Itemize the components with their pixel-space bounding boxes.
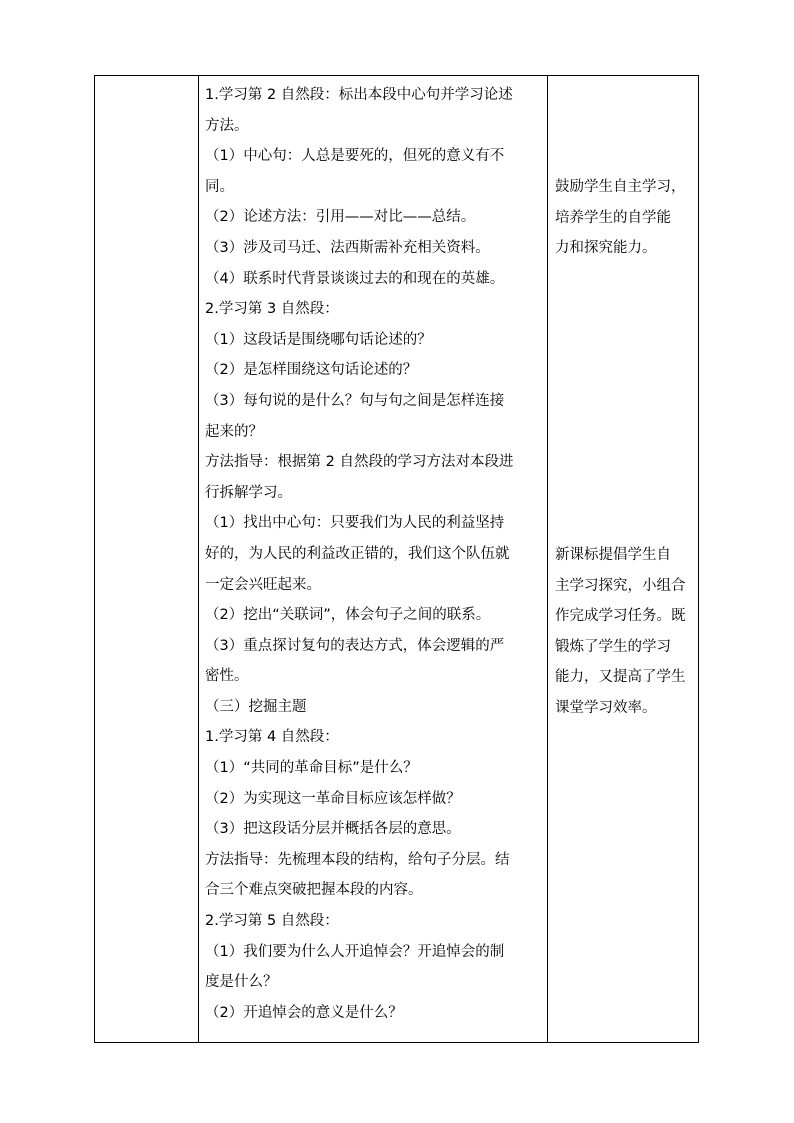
step-line: 方法指导：先梳理本段的结构，给句子分层。结 bbox=[205, 851, 510, 868]
step-line: 1.学习第 2 自然段：标出本段中心句并学习论述 bbox=[205, 87, 513, 103]
step-line: 方法指导：根据第 2 自然段的学习方法对本段进 bbox=[205, 454, 514, 471]
column-divider-right bbox=[547, 76, 548, 1042]
step-line: 起来的？ bbox=[205, 423, 263, 440]
note-line: 作完成学习任务。既 bbox=[555, 608, 686, 625]
step-line: 一定会兴旺起来。 bbox=[205, 576, 321, 593]
column-divider-left bbox=[198, 76, 199, 1042]
step-line: （1）这段话是围绕哪句话论述的？ bbox=[205, 331, 432, 348]
step-line: 同。 bbox=[205, 178, 234, 195]
step-line: （1）中心句：人总是要死的，但死的意义有不 bbox=[205, 148, 505, 165]
step-line: （三）挖掘主题 bbox=[205, 698, 307, 715]
note-line: 力和探究能力。 bbox=[555, 240, 657, 257]
note-line: 鼓励学生自主学习， bbox=[555, 179, 686, 195]
step-line: 度是什么？ bbox=[205, 974, 278, 991]
step-line: 密性。 bbox=[205, 668, 249, 685]
note-line: 新课标提倡学生自 bbox=[555, 547, 671, 563]
step-line: （2）是怎样围绕这句话论述的？ bbox=[205, 362, 418, 379]
step-line: （2）挖出“关联词”，体会句子之间的联系。 bbox=[205, 607, 491, 624]
note-line: 课堂学习效率。 bbox=[555, 699, 657, 716]
design-note-1 bbox=[555, 172, 695, 264]
step-line: （1）我们要为什么人开追悼会？开追悼会的制 bbox=[205, 943, 505, 960]
step-line: （3）涉及司马迁、法西斯需补充相关资料。 bbox=[205, 239, 490, 256]
step-line: （1）“共同的革命目标”是什么？ bbox=[205, 760, 418, 777]
step-line: （1）找出中心句：只要我们为人民的利益坚持 bbox=[205, 515, 505, 532]
step-line: 2.学习第 3 自然段： bbox=[205, 301, 339, 318]
step-line: 行拆解学习。 bbox=[205, 484, 292, 501]
note-line: 能力，又提高了学生 bbox=[555, 669, 686, 686]
step-line: 1.学习第 4 自然段： bbox=[205, 729, 339, 746]
step-line: 2.学习第 5 自然段： bbox=[205, 913, 339, 930]
step-line: （2）为实现这一革命目标应该怎样做？ bbox=[205, 790, 461, 807]
step-line: （4）联系时代背景谈谈过去的和现在的英雄。 bbox=[205, 270, 505, 287]
step-line: 好的，为人民的利益改正错的，我们这个队伍就 bbox=[205, 545, 510, 562]
step-line: （3）重点探讨复句的表达方式，体会逻辑的严 bbox=[205, 637, 505, 654]
lesson-steps-cell bbox=[205, 80, 545, 1028]
step-line: （2）开追悼会的意义是什么？ bbox=[205, 1004, 403, 1021]
design-note-2 bbox=[555, 540, 695, 724]
step-line: 方法。 bbox=[205, 117, 249, 134]
note-line: 锻炼了学生的学习 bbox=[555, 638, 671, 655]
note-line: 培养学生的自学能 bbox=[555, 209, 671, 226]
step-line: （3）每句说的是什么？句与句之间是怎样连接 bbox=[205, 392, 505, 409]
note-line: 主学习探究，小组合 bbox=[555, 577, 686, 594]
step-line: 合三个难点突破把握本段的内容。 bbox=[205, 882, 423, 899]
step-line: （2）论述方法：引用——对比——总结。 bbox=[205, 209, 476, 226]
lesson-table bbox=[94, 75, 699, 1043]
step-line: （3）把这段话分层并概括各层的意思。 bbox=[205, 821, 461, 838]
